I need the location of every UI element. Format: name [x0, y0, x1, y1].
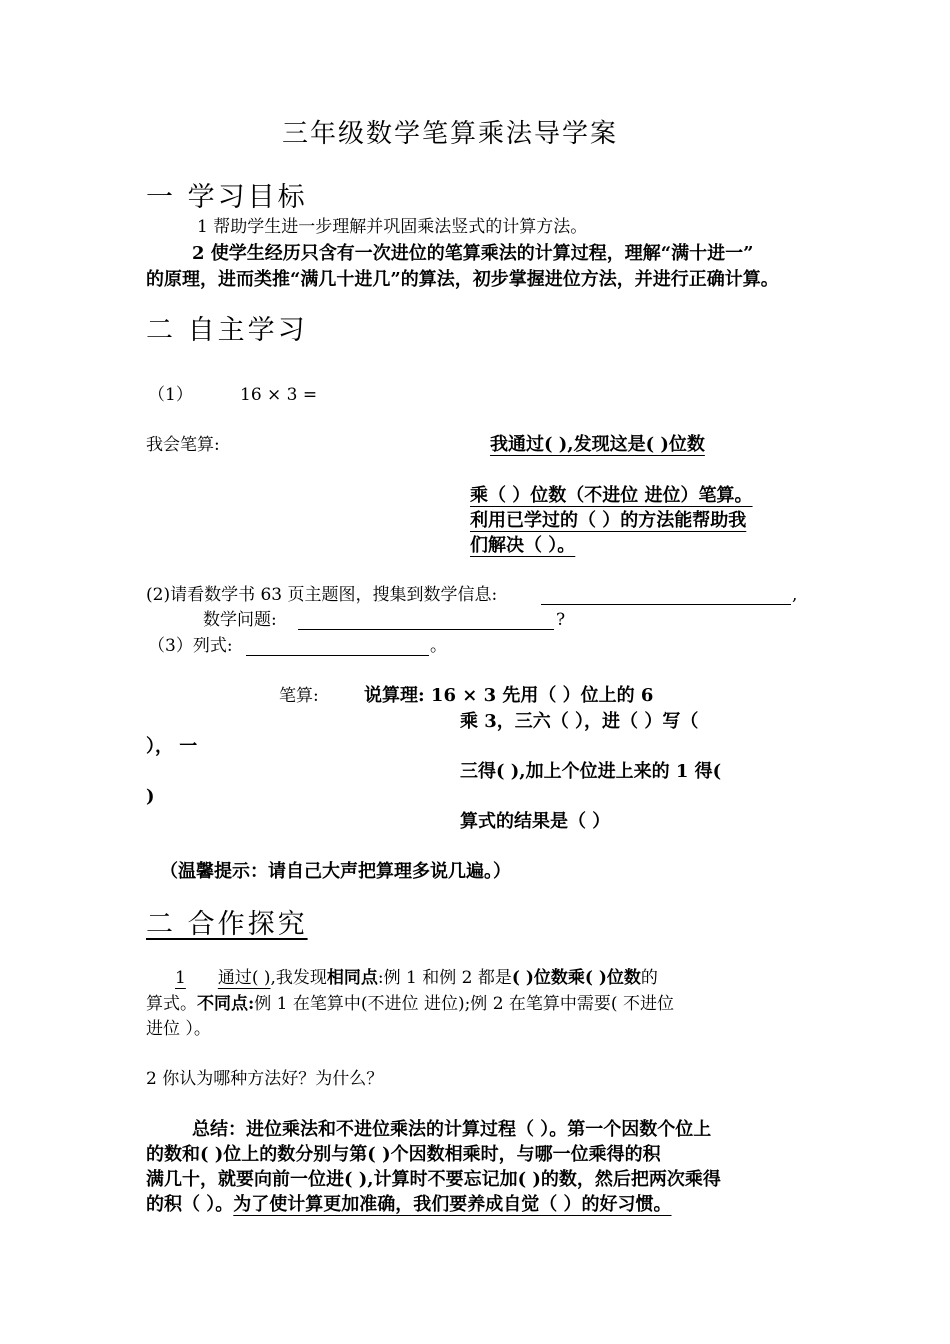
reasoning-line-3: ）， 一 [146, 736, 198, 757]
question-2-info-prompt: (2)请看数学书 63 页主题图，搜集到数学信息: [146, 585, 498, 605]
section-heading-cooperation: 二 合作探究 [146, 909, 308, 940]
reasoning-line-5: ) [146, 786, 155, 807]
column-calc-label: 笔算: [279, 686, 319, 706]
coop-point-2: 2 你认为哪种方法好？为什么？ [146, 1069, 384, 1089]
summary-line-2: 的数和( )位上的数分别与第( )个因数相乘时，与哪一位乘得的积 [146, 1144, 661, 1165]
problem-answer-line[interactable] [298, 629, 554, 630]
question-2-problem-prompt: 数学问题: [203, 610, 277, 630]
formula-answer-line[interactable] [246, 655, 429, 656]
info-answer-line[interactable] [541, 604, 791, 605]
info-comma: , [792, 585, 798, 605]
discovery-line-4: 们解决（ ）。 [470, 535, 576, 556]
discovery-line-2: 乘（ ）位数（不进位 进位）笔算。 [470, 485, 753, 506]
coop-point-1-line-1: 1 通过( ),我发现相同点:例 1 和例 2 都是( )位数乘( )位数的 [175, 968, 658, 988]
problem-question-mark: ? [556, 610, 566, 630]
goal-2-line-2: 的原理，进而类推“满几十进几”的算法，初步掌握进位方法，并进行正确计算。 [146, 269, 779, 290]
coop-point-1-line-2: 算式。不同点:例 1 在笔算中(不进位 进位);例 2 在笔算中需要( 不进位 [146, 994, 674, 1014]
goal-1: 1 帮助学生进一步理解并巩固乘法竖式的计算方法。 [197, 217, 588, 237]
formula-period: 。 [430, 636, 447, 656]
goal-2-line-1: 2 使学生经历只含有一次进位的笔算乘法的计算过程，理解“满十进一” [192, 243, 754, 264]
reasoning-line-1: 说算理: 16 × 3 先用（ ）位上的 6 [364, 685, 654, 706]
question-1-expression: 16 × 3 = [240, 385, 318, 405]
summary-line-3: 满几十，就要向前一位进( ),计算时不要忘记加( )的数，然后把两次乘得 [146, 1169, 721, 1190]
coop-point-1-line-3: 进位 ）。 [146, 1019, 211, 1039]
section-heading-self-study: 二 自主学习 [146, 315, 308, 346]
reasoning-line-4: 三得( ),加上个位进上来的 1 得( [460, 761, 722, 782]
reasoning-result: 算式的结果是（ ） [460, 811, 611, 832]
summary-line-1: 总结：进位乘法和不进位乘法的计算过程（ ）。第一个因数个位上 [192, 1119, 712, 1140]
discovery-line-3: 利用已学过的（ ）的方法能帮助我 [470, 510, 747, 531]
page-title: 三年级数学笔算乘法导学案 [282, 119, 619, 149]
reasoning-line-2: 乘 3，三六（ ），进（ ）写（ [460, 711, 699, 732]
written-calc-label: 我会笔算: [146, 435, 220, 455]
question-3-prompt: （3）列式: [148, 636, 233, 656]
discovery-line-1: 我通过( ),发现这是( )位数 [490, 434, 705, 455]
section-heading-goals: 一 学习目标 [146, 182, 308, 213]
question-1-number: （1） [148, 385, 193, 405]
reminder-tip: （温馨提示：请自己大声把算理多说几遍。） [160, 861, 511, 882]
summary-line-4: 的积（ ）。为了使计算更加准确，我们要养成自觉（ ）的好习惯。 [146, 1194, 672, 1215]
